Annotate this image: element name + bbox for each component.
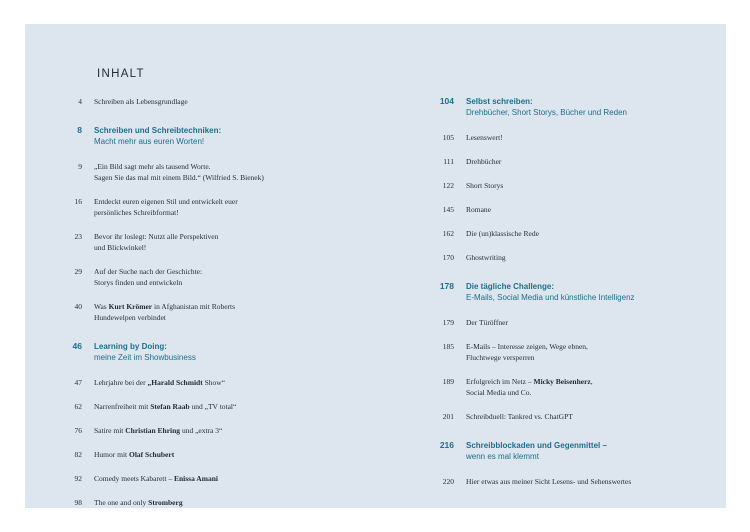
toc-entry-title (94, 341, 314, 363)
toc-entry-text: Bevor ihr loslegt: Nutzt alle Perspektiven (94, 232, 219, 241)
toc-entry-line (94, 301, 314, 312)
toc-entry-title (466, 252, 686, 263)
toc-entry-text: Entdeckt euren eigenen Stil und entwickelt euer (94, 197, 238, 206)
toc-entry-text: The one and only (94, 498, 149, 507)
toc-page-number: 178 (439, 281, 454, 291)
toc-page-number: 46 (72, 341, 82, 351)
toc-page-number: 98 (74, 498, 82, 507)
section-subtitle: Drehbücher, Short Storys, Bücher und Reden (466, 108, 627, 117)
toc-entry-title (94, 96, 314, 107)
toc-entry-line (466, 387, 686, 398)
toc-entry-line (94, 161, 314, 172)
toc-entry-text: und „extra 3“ (180, 426, 223, 435)
toc-entry[interactable] (424, 204, 686, 215)
toc-entry-line (466, 341, 686, 352)
toc-entry-line (94, 196, 314, 207)
toc-entry-title (94, 196, 314, 218)
toc-section[interactable] (424, 281, 686, 303)
toc-page-number: 170 (442, 253, 454, 262)
toc-entry-text: Romane (466, 205, 491, 214)
toc-page-number: 16 (74, 197, 82, 206)
toc-entry-title (94, 401, 314, 412)
toc-page-number: 162 (442, 229, 454, 238)
toc-column-right (424, 96, 686, 500)
toc-page-number: 4 (78, 97, 82, 106)
toc-entry-text: Sagen Sie das mal mit einem Bild.“ (Wilfried S. Bienek) (94, 173, 264, 182)
section-title: Die tägliche Challenge: (466, 282, 555, 291)
toc-entry-title (94, 377, 314, 388)
toc-entry-text: Was (94, 302, 109, 311)
toc-entry-text: Comedy meets Kabarett – (94, 474, 174, 483)
toc-entry-name: Stefan Raab (150, 402, 190, 411)
toc-entry-title (466, 204, 686, 215)
toc-page-number: 62 (74, 402, 82, 411)
toc-entry[interactable] (52, 161, 314, 183)
toc-section[interactable] (52, 125, 314, 147)
toc-entry-text: in Afghanistan mit Roberts (152, 302, 236, 311)
toc-entry-text: persönliches Schreibformat! (94, 208, 179, 217)
section-title: Schreiben und Schreibtechniken: (94, 126, 222, 135)
toc-section[interactable] (424, 96, 686, 118)
toc-entry[interactable] (52, 231, 314, 253)
toc-entry-text: , (590, 377, 593, 386)
toc-entry-title (466, 96, 686, 118)
toc-entry-line (94, 277, 314, 288)
toc-page-number: 29 (74, 267, 82, 276)
section-title: Learning by Doing: (94, 342, 167, 351)
toc-page-number: 104 (439, 96, 454, 106)
toc-entry-line (94, 266, 314, 277)
toc-entry[interactable] (52, 449, 314, 460)
toc-entry[interactable] (52, 301, 314, 323)
toc-page-number: 179 (442, 318, 454, 327)
toc-entry-text: Hundewelpen verbindet (94, 313, 166, 322)
toc-entry-name: Olaf Schubert (129, 450, 175, 459)
toc-entry-title (466, 341, 686, 363)
toc-entry-name: Christian Ehring (125, 426, 181, 435)
toc-entry-text: Fluchtwege versperren (466, 353, 535, 362)
toc-entry-text: Erfolgreich im Netz – (466, 377, 534, 386)
toc-entry-title (94, 125, 314, 147)
toc-entry-text: Social Media und Co. (466, 388, 532, 397)
toc-entry[interactable] (424, 376, 686, 398)
toc-entry-title (94, 449, 314, 460)
toc-entry[interactable] (52, 401, 314, 412)
toc-entry-text: Storys finden und entwickeln (94, 278, 183, 287)
toc-entry[interactable] (424, 132, 686, 143)
toc-page-number: 23 (74, 232, 82, 241)
toc-entry-title (94, 266, 314, 288)
toc-entry-name: Enissa Amani (173, 474, 218, 483)
toc-entry[interactable] (52, 497, 314, 508)
toc-entry-text: Der Türöffner (466, 318, 508, 327)
toc-entry-text: und „TV total“ (189, 402, 237, 411)
toc-entry-title (466, 476, 686, 487)
toc-page-number: 82 (74, 450, 82, 459)
toc-entry-text: Short Storys (466, 181, 504, 190)
toc-entry-title (466, 317, 686, 328)
toc-entry-text: und Blickwinkel! (94, 243, 147, 252)
toc-entry-line (94, 242, 314, 253)
toc-entry[interactable] (52, 266, 314, 288)
page-title: INHALT (97, 68, 145, 80)
toc-entry-title (94, 497, 314, 508)
toc-entry-title (466, 440, 686, 462)
toc-page-number: 185 (442, 342, 454, 351)
toc-entry-text: Ghostwriting (466, 253, 506, 262)
toc-entry-line (466, 352, 686, 363)
section-title: Schreibblockaden und Gegenmittel – (466, 441, 607, 450)
toc-entry[interactable] (424, 228, 686, 239)
toc-entry-title (466, 156, 686, 167)
toc-page-number: 216 (439, 440, 454, 450)
toc-entry[interactable] (52, 377, 314, 388)
toc-entry-text: Show“ (202, 378, 226, 387)
toc-column-left (52, 96, 314, 521)
toc-entry-text: Satire mit (94, 426, 126, 435)
toc-page-number: 47 (74, 378, 82, 387)
toc-entry[interactable] (424, 180, 686, 191)
toc-page-number: 189 (442, 377, 454, 386)
toc-page-number: 111 (443, 157, 454, 166)
toc-entry-line (466, 376, 686, 387)
toc-entry-line (94, 312, 314, 323)
toc-entry-text: Auf der Suche nach der Geschichte: (94, 267, 203, 276)
toc-entry-name: Kurt Krömer (108, 302, 153, 311)
toc-entry-title (466, 180, 686, 191)
toc-entry[interactable] (424, 476, 686, 487)
section-subtitle: E-Mails, Social Media und künstliche Intelligenz (466, 293, 635, 302)
toc-entry-title (466, 228, 686, 239)
toc-entry[interactable] (52, 425, 314, 436)
toc-entry-title (94, 301, 314, 323)
toc-entry-text: Lehrjahre bei der (94, 378, 148, 387)
toc-entry-text: Schreibduell: Tankred vs. ChatGPT (466, 412, 573, 421)
toc-entry-text: Schreiben als Lebensgrundlage (94, 97, 188, 106)
toc-section[interactable] (52, 341, 314, 363)
toc-page-number: 145 (442, 205, 454, 214)
section-subtitle: Macht mehr aus euren Worten! (94, 137, 205, 146)
toc-entry-title (94, 473, 314, 484)
toc-page-number: 201 (442, 412, 454, 421)
toc-page-number: 40 (74, 302, 82, 311)
toc-entry-text: Hier etwas aus meiner Sicht Lesens- und Sehenswertes (466, 477, 632, 486)
toc-page-number: 9 (78, 162, 82, 171)
toc-entry-line (94, 172, 314, 183)
toc-entry-title (94, 231, 314, 253)
toc-entry-title (94, 161, 314, 183)
toc-entry-text: „Ein Bild sagt mehr als tausend Worte. (94, 162, 211, 171)
toc-page-number: 76 (74, 426, 82, 435)
toc-entry-line (94, 207, 314, 218)
toc-section[interactable] (424, 440, 686, 462)
toc-entry[interactable] (52, 473, 314, 484)
toc-entry-name: Stromberg (148, 498, 183, 507)
toc-entry-title (466, 376, 686, 398)
toc-entry-title (466, 132, 686, 143)
toc-entry-text: Humor mit (94, 450, 129, 459)
toc-entry-text: Die (un)klassische Rede (466, 229, 539, 238)
toc-page-number: 105 (442, 133, 454, 142)
toc-entry[interactable] (424, 317, 686, 328)
toc-entry-title (466, 281, 686, 303)
section-subtitle: wenn es mal klemmt (466, 452, 539, 461)
section-subtitle: meine Zeit im Showbusiness (94, 353, 196, 362)
toc-entry-line (94, 231, 314, 242)
toc-entry[interactable] (52, 196, 314, 218)
toc-entry-title (94, 425, 314, 436)
toc-page-number: 220 (442, 477, 454, 486)
toc-page-number: 8 (77, 125, 82, 135)
toc-entry[interactable] (424, 411, 686, 422)
toc-page-number: 92 (74, 474, 82, 483)
toc-entry-text: Drehbücher (466, 157, 502, 166)
toc-entry-name: „Harald Schmidt (147, 378, 203, 387)
toc-entry[interactable] (424, 252, 686, 263)
toc-entry[interactable] (52, 96, 314, 107)
toc-entry-name: Micky Beisenherz (533, 377, 591, 386)
toc-entry[interactable] (424, 156, 686, 167)
toc-entry[interactable] (424, 341, 686, 363)
toc-page-number: 122 (442, 181, 454, 190)
section-title: Selbst schreiben: (466, 97, 533, 106)
toc-entry-text: Lesenswert! (466, 133, 503, 142)
toc-entry-text: E-Mails – Interesse zeigen, Wege ebnen, (466, 342, 588, 351)
toc-entry-title (466, 411, 686, 422)
toc-entry-text: Narrenfreiheit mit (94, 402, 151, 411)
